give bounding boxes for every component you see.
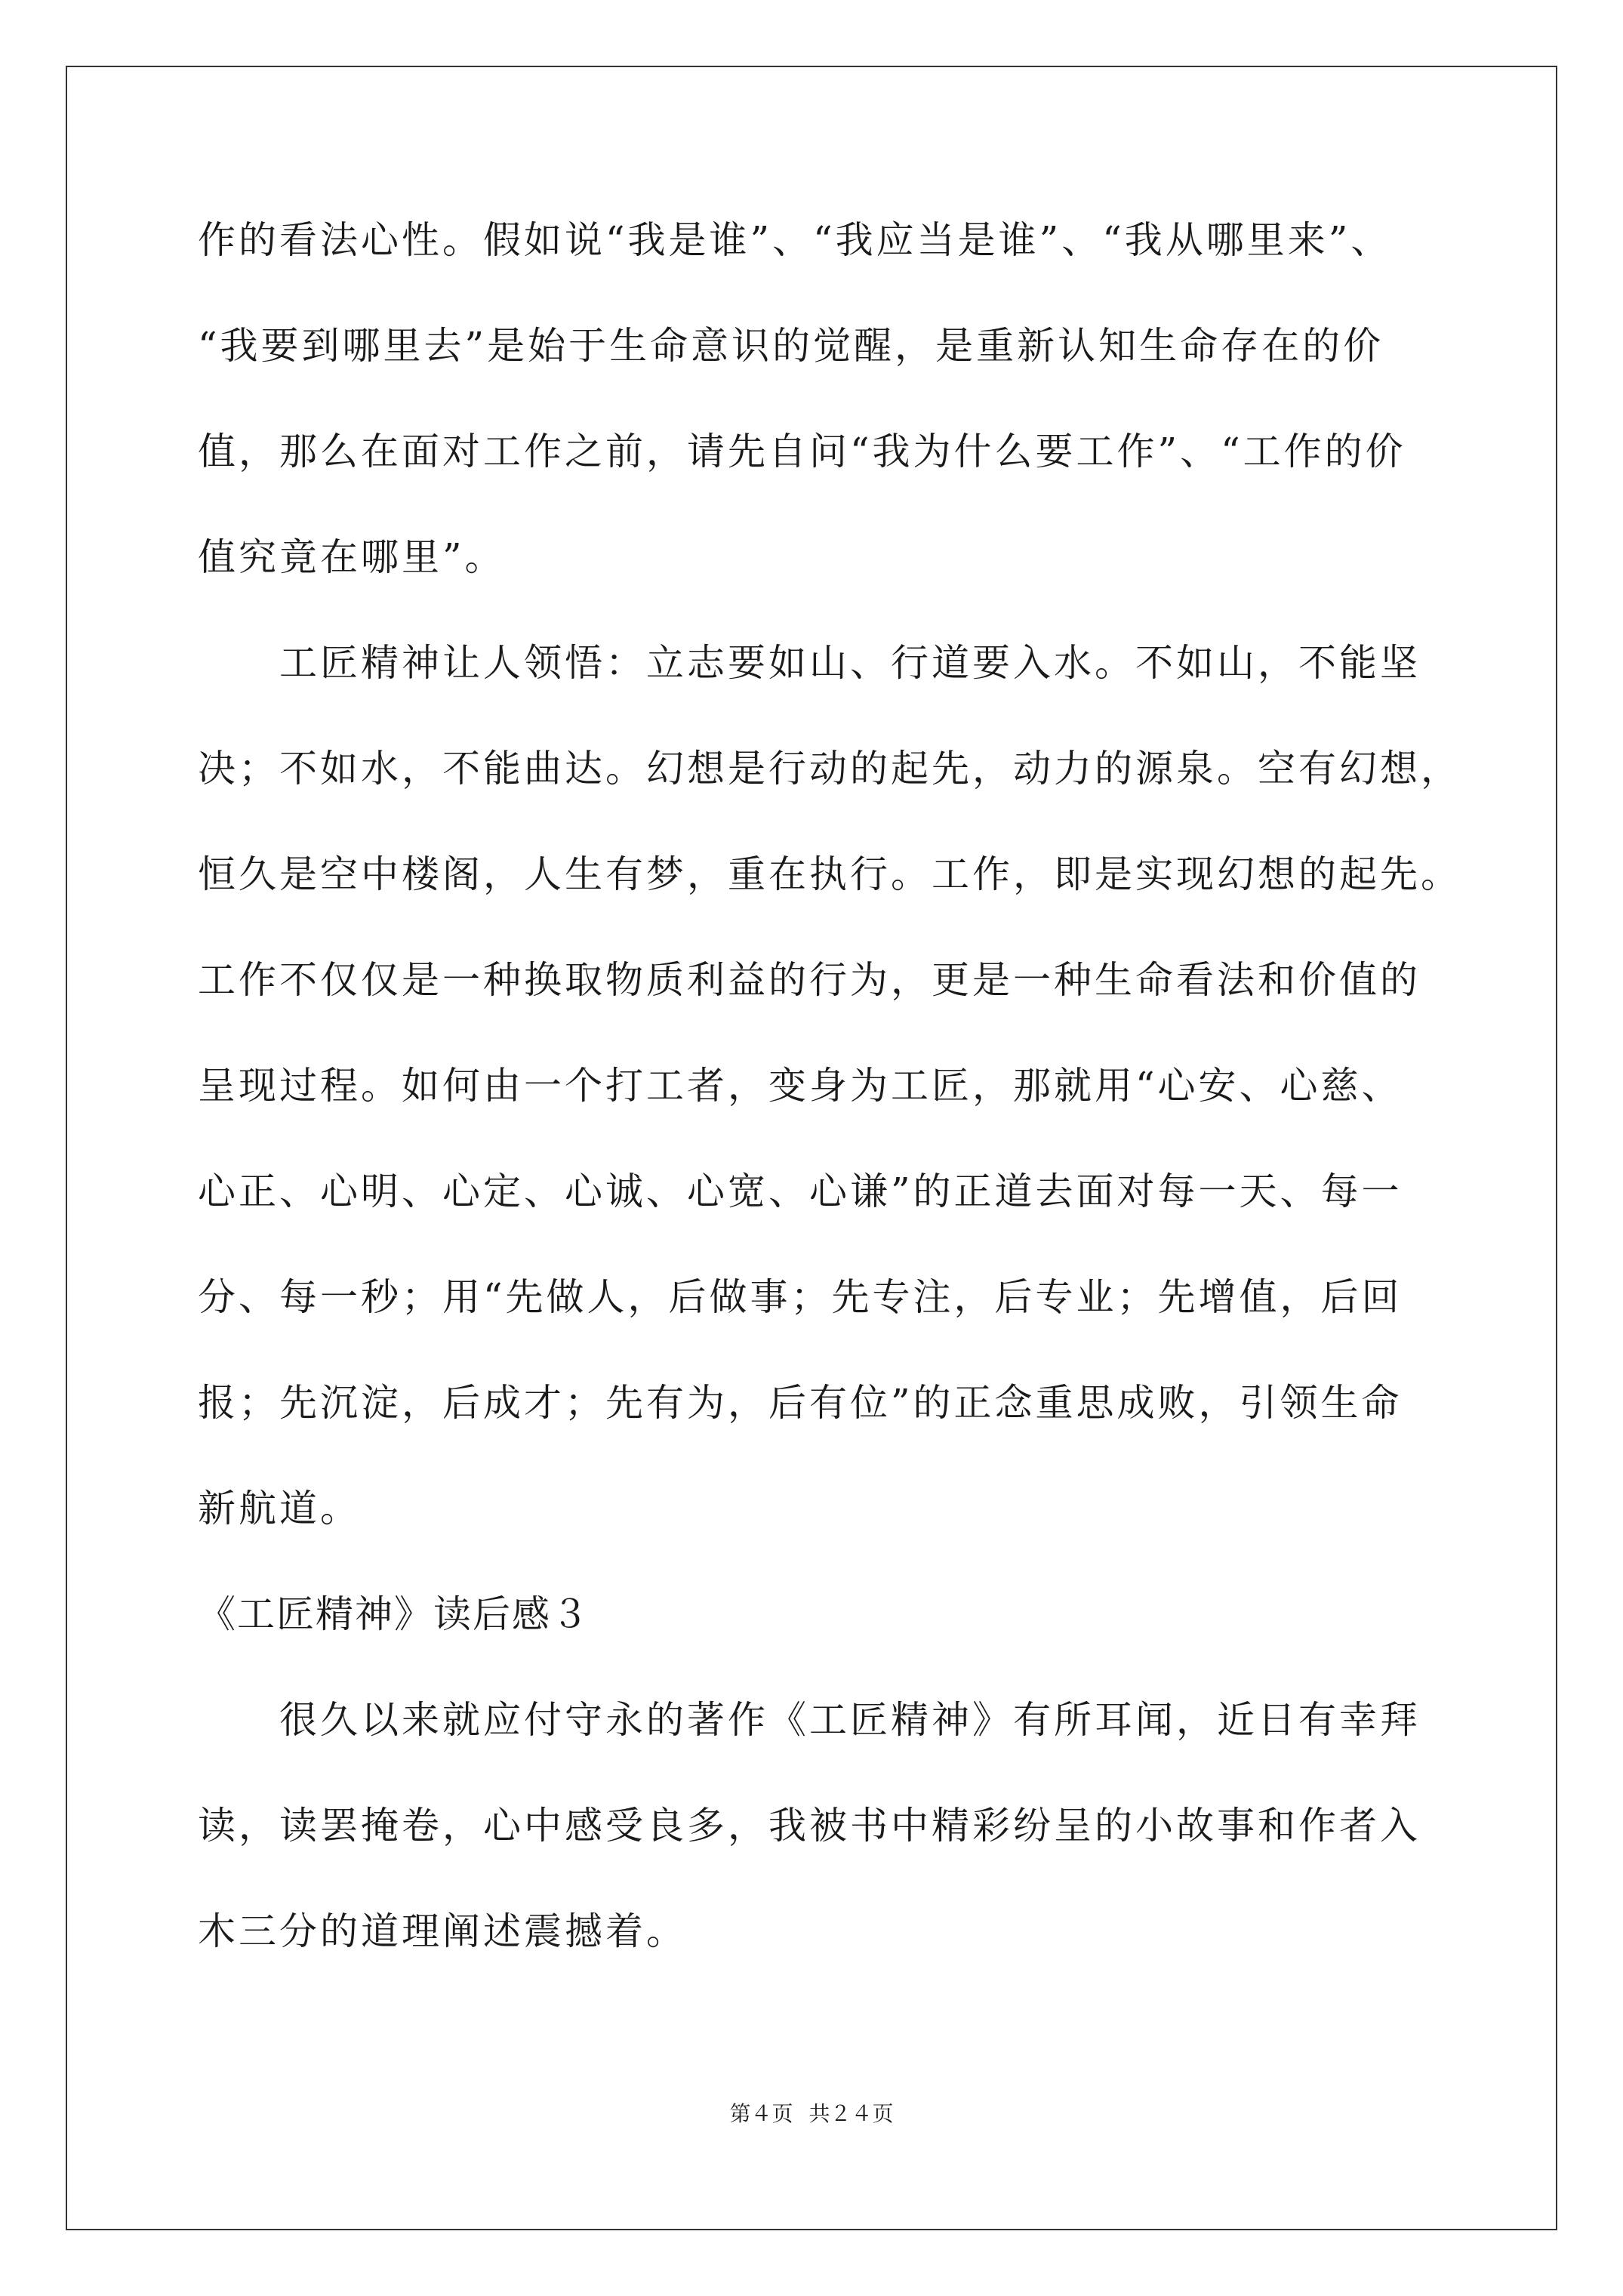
page-border <box>66 66 1557 2230</box>
text-line: 决；不如水，不能曲达。幻想是行动的起先，动力的源泉。空有幻想， <box>198 747 1461 791</box>
text-line: 工作不仅仅是一种换取物质利益的行为，更是一种生命看法和价值的 <box>198 958 1421 1002</box>
text-line: 工匠精神让人领悟：立志要如山、行道要入水。不如山，不能坚 <box>198 641 1421 685</box>
text-line: 很久以来就应付守永的著作《工匠精神》有所耳闻，近日有幸拜 <box>198 1698 1421 1742</box>
text-line: “我要到哪里去”是始于生命意识的觉醒，是重新认知生命存在的价 <box>198 324 1384 368</box>
page-total: 共２４页 <box>808 2101 894 2126</box>
text-line: 心正、心明、心定、心诚、心宽、心谦”的正道去面对每一天、每一 <box>198 1170 1403 1213</box>
text-line: 读，读罢掩卷，心中感受良多，我被书中精彩纷呈的小故事和作者入 <box>198 1804 1421 1848</box>
text-line: 新航道。 <box>198 1487 361 1530</box>
page-number: 第４页 <box>729 2101 793 2126</box>
page-footer <box>0 2097 1623 2128</box>
section-heading: 《工匠精神》读后感３ <box>198 1592 590 1636</box>
text-line: 值，那么在面对工作之前，请先自问“我为什么要工作”、“工作的价 <box>198 430 1406 473</box>
text-line: 呈现过程。如何由一个打工者，变身为工匠，那就用“心安、心慈、 <box>198 1064 1403 1108</box>
text-line: 值究竟在哪里”。 <box>198 535 506 579</box>
text-line: 分、每一秒；用“先做人，后做事；先专注，后专业；先增值，后回 <box>198 1275 1403 1319</box>
text-line: 报；先沉淀，后成才；先有为，后有位”的正念重思成败，引领生命 <box>198 1381 1403 1425</box>
text-line: 作的看法心性。假如说“我是谁”、“我应当是谁”、“我从哪里来”、 <box>198 218 1392 262</box>
text-line: 恒久是空中楼阁，人生有梦，重在执行。工作，即是实现幻想的起先。 <box>198 852 1461 896</box>
text-line: 木三分的道理阐述震撼着。 <box>198 1909 687 1953</box>
